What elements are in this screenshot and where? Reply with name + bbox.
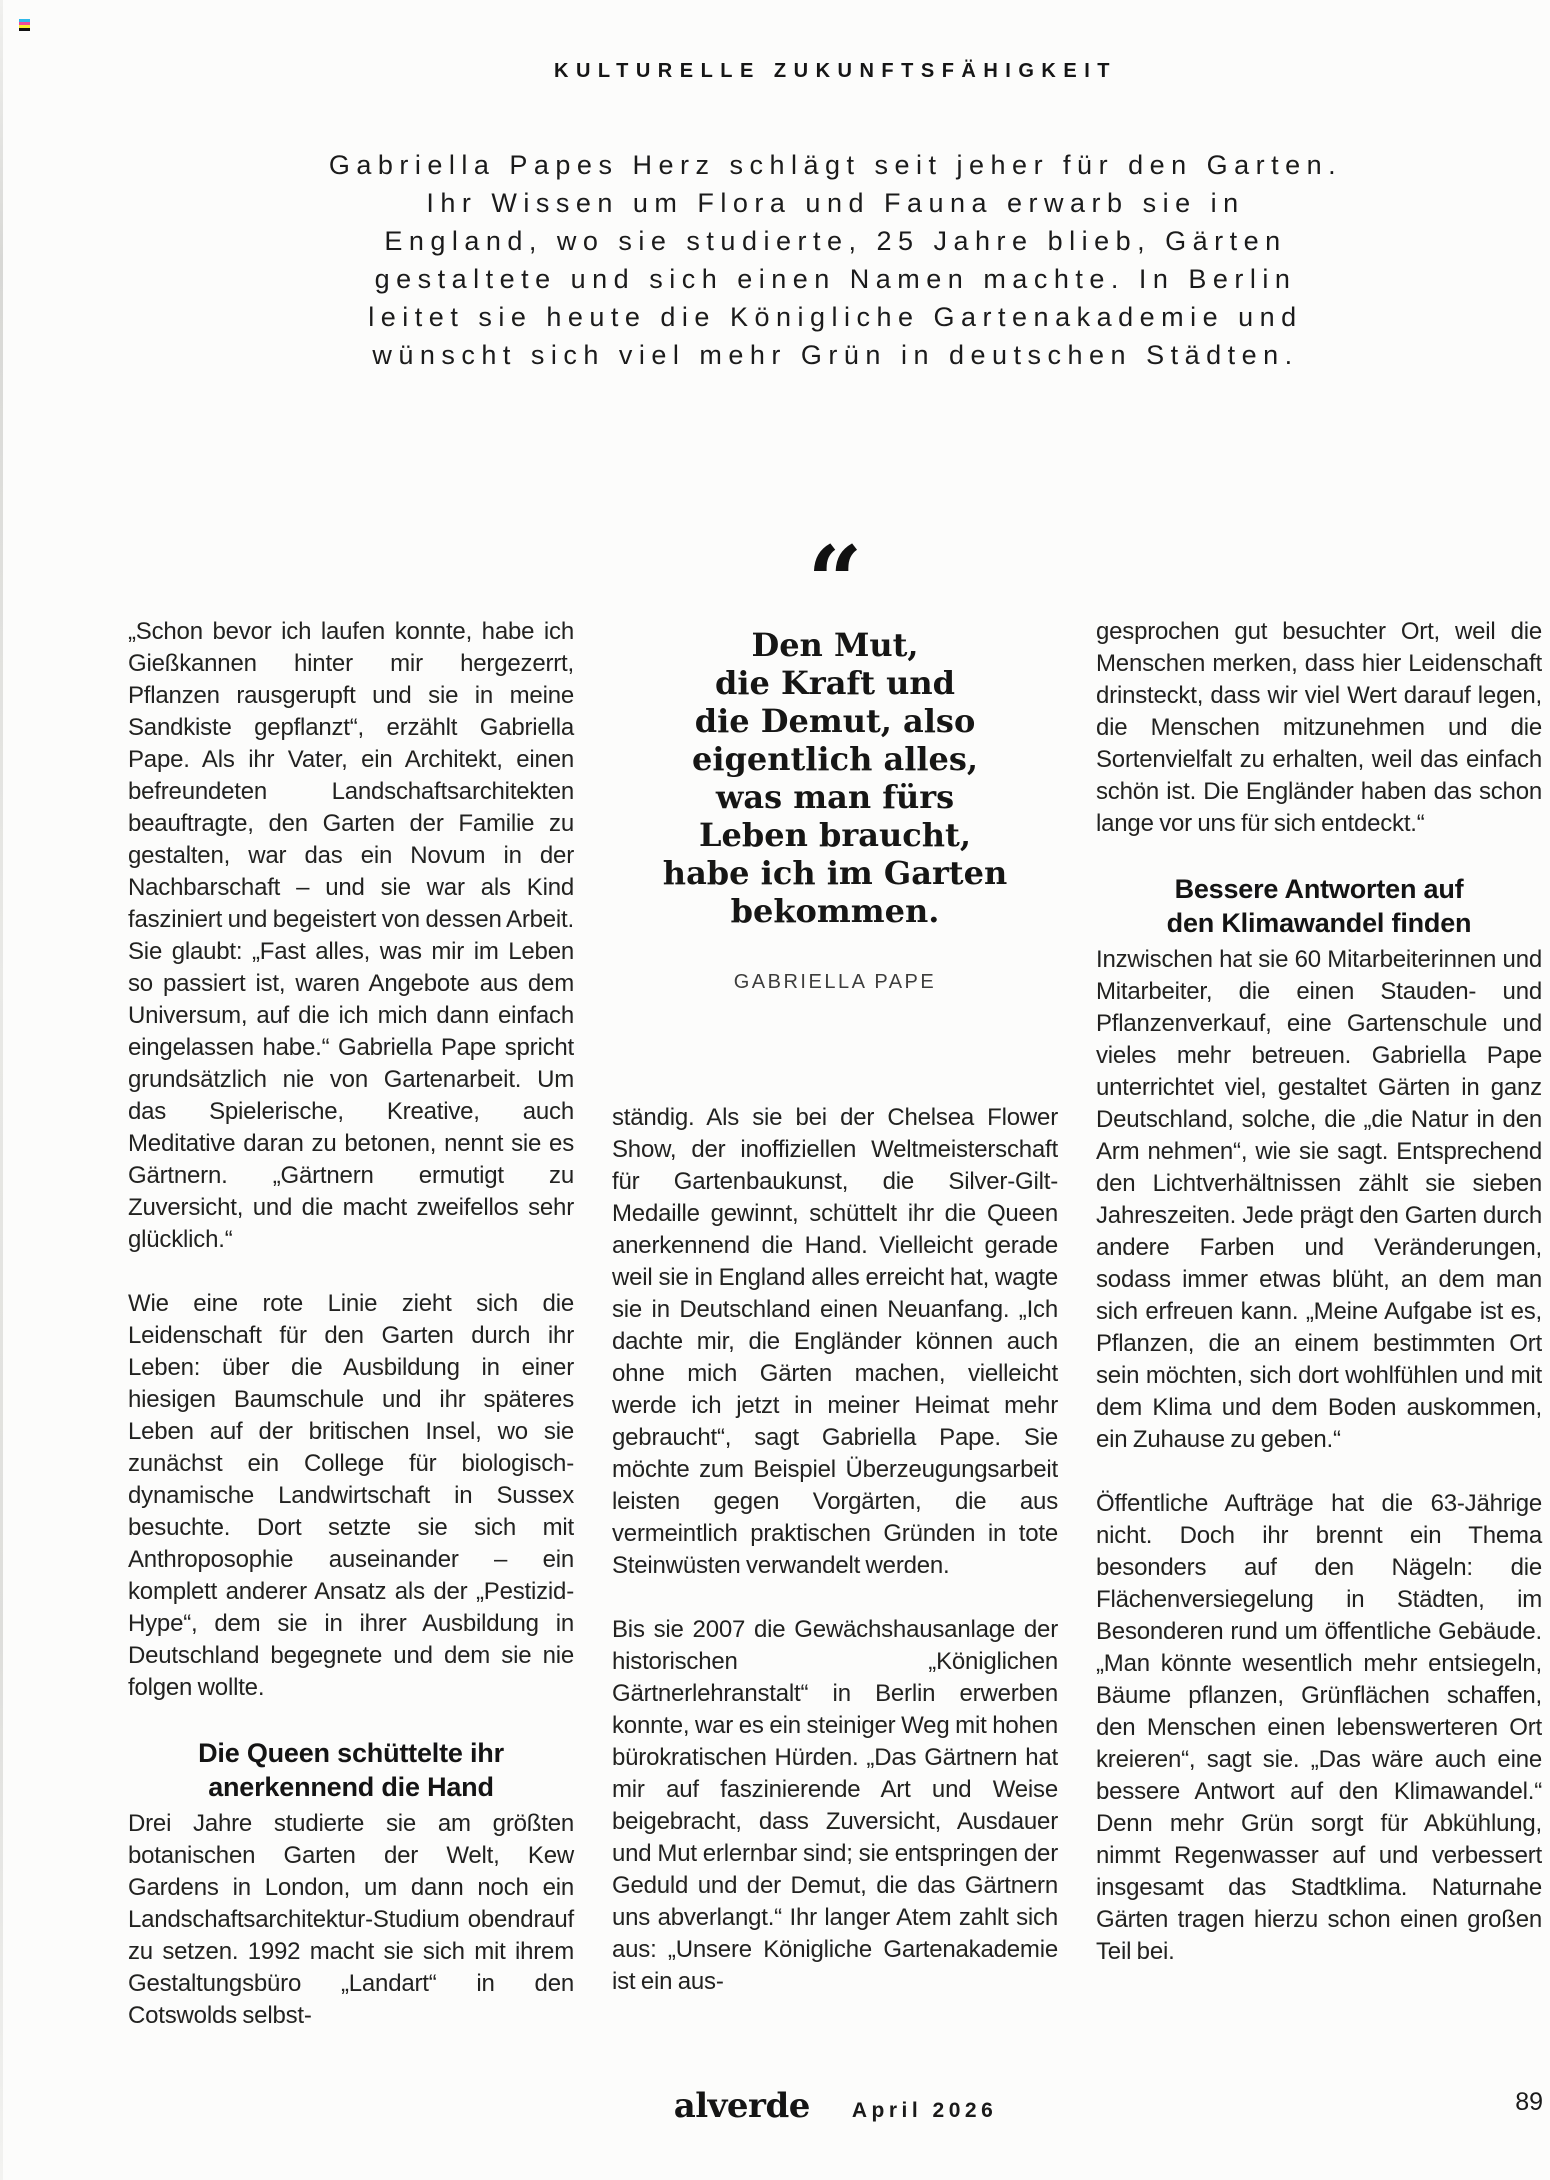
page-footer — [128, 2086, 1543, 2126]
page-kicker: KULTURELLE ZUKUNFTSFÄHIGKEIT — [554, 60, 1117, 82]
intro-line: gestaltete und sich einen Namen machte. In Berlin — [374, 264, 1297, 294]
pull-quote-line: bekommen. — [730, 892, 940, 930]
section-heading-line: Bessere Antworten auf — [1174, 874, 1464, 904]
intro-line: Ihr Wissen um Flora und Fauna erwarb sie in — [426, 188, 1245, 218]
section-heading-line: Die Queen schüttelte ihr — [198, 1738, 504, 1768]
pull-quote-attribution: GABRIELLA PAPE — [733, 971, 937, 993]
pull-quote — [612, 525, 1058, 998]
section-heading — [128, 1736, 574, 1804]
section-heading — [1096, 872, 1542, 940]
body-paragraph: Bis sie 2007 die Gewächshausanlage der historischen „Königlichen Gärtnerlehranstalt“ in Berlin erwerben konnte, war es ein steiniger Weg mit hohen bürokratischen Hürden. „Das Gärtnern hat mir auf faszinierende Art und Weise beigebracht, dass Zuversicht, Ausdauer und Mut erlernbar sind; sie entspringen der Geduld und der Demut, die das Gärtnern uns abverlangt.“ Ihr langer Atem zahlt sich aus: „Unsere Königliche Gartenakademie ist ein aus- — [612, 1616, 1058, 1995]
intro-line: wünscht sich viel mehr Grün in deutschen Städten. — [372, 340, 1299, 370]
body-paragraph: Wie eine rote Linie zieht sich die Leidenschaft für den Garten durch ihr Leben: über die Ausbildung in einer hiesigen Baumschule und ihr späteres Leben auf der britischen Insel, wo sie zunächst ein College für biologisch-dynamische Landwirtschaft in Sussex besuchte. Dort setzte sie sich mit Anthroposophie auseinander – ein komplett anderer Ansatz als der „Pestizid-Hype“, dem sie in ihrer Ausbildung in Deutschland begegnete und dem sie nie folgen wollte. — [128, 1290, 574, 1701]
column-1 — [128, 440, 574, 2064]
magazine-logo: alverde — [673, 2086, 810, 2126]
article-columns — [128, 440, 1543, 2064]
column-3 — [1096, 440, 1542, 2000]
section-heading-line: anerkennend die Hand — [208, 1772, 494, 1802]
intro-line: England, wo sie studierte, 25 Jahre blieb, Gärten — [384, 226, 1287, 256]
pull-quote-line: die Kraft und — [714, 664, 956, 702]
quote-mark-icon: “ — [807, 525, 863, 638]
pull-quote-line: habe ich im Garten — [662, 854, 1008, 892]
pull-quote-line: Den Mut, — [751, 626, 919, 664]
column-2-body — [612, 1102, 1058, 1998]
pull-quote-line: eigentlich alles, — [691, 740, 979, 778]
body-paragraph: gesprochen gut besuchter Ort, weil die Menschen merken, dass hier Leidenschaft drinsteckt, dass wir viel Wert darauf legen, die Menschen mitzunehmen und die Sortenvielfalt zu erhalten, weil das einfach schön ist. Die Engländer haben das schon lange vor uns für sich entdeckt.“ — [1096, 618, 1542, 837]
print-registration-mark — [19, 19, 30, 31]
scan-edge-shadow — [0, 0, 3, 2180]
pull-quote-line: die Demut, also — [694, 702, 976, 740]
body-paragraph: Öffentliche Aufträge hat die 63-Jährige nicht. Doch ihr brennt ein Thema besonders auf den Nägeln: die Flächenversiegelung in Städten, im Besonderen rund um öffentliche Gebäude. „Man könnte wesentlich mehr entsiegeln, Bäume pflanzen, Grünflächen schaffen, den Menschen einen lebenswerteren Ort kreieren“, sagt sie. „Das wäre auch eine bessere Antwort auf den Klimawandel.“ Denn mehr Grün sorgt für Abkühlung, nimmt Regenwasser auf und verbessert insgesamt das Stadtklima. Naturnahe Gärten tragen hierzu schon einen großen Teil bei. — [1096, 1490, 1542, 1965]
pull-quote-text — [612, 626, 1058, 930]
body-paragraph: Drei Jahre studierte sie am größten botanischen Garten der Welt, Kew Gardens in London, um dann noch ein Landschaftsarchitektur-Studium obendrauf zu setzen. 1992 macht sie sich mit ihrem Gestaltungsbüro „Landart“ in den Cotswolds selbst- — [128, 1810, 574, 2029]
registration-stripe — [19, 28, 30, 31]
body-paragraph: Inzwischen hat sie 60 Mitarbeiterinnen und Mitarbeiter, die einen Stauden- und Pflanzenverkauf, eine Gartenschule und vieles mehr betreuen. Gabriella Pape unterrichtet viel, gestaltet Gärten in ganz Deutschland, solche, die „die Natur in den Arm nehmen“, wie sie sagt. Entsprechend den Lichtverhältnissen zählt sie sieben Jahreszeiten. Jede prägt den Garten durch andere Farben und Veränderungen, sodass immer etwas blüht, an dem man sich erfreuen kann. „Meine Aufgabe ist es, Pflanzen, die an einem bestimmten Ort sein möchten, sich dort wohlfühlen und mit dem Klima und dem Boden auskommen, ein Zuhause zu geben.“ — [1096, 946, 1542, 1453]
issue-date: April 2026 — [851, 2099, 998, 2122]
intro-line: leitet sie heute die Königliche Gartenakademie und — [368, 302, 1303, 332]
article-intro — [128, 146, 1543, 374]
pull-quote-line: Leben braucht, — [699, 816, 971, 854]
section-heading-line: den Klimawandel finden — [1166, 908, 1472, 938]
pull-quote-line: was man fürs — [715, 778, 955, 816]
intro-line: Gabriella Papes Herz schlägt seit jeher für den Garten. — [328, 150, 1343, 180]
page-number: 89 — [1515, 2088, 1543, 2116]
body-paragraph: „Schon bevor ich laufen konnte, habe ich Gießkannen hinter mir hergezerrt, Pflanzen rausgerupft und sie in meine Sandkiste gepflanzt“, erzählt Gabriella Pape. Als ihr Vater, ein Architekt, einen befreundeten Landschaftsarchitekten beauftragte, den Garten der Familie zu gestalten, war das ein Novum in der Nachbarschaft – und sie war als Kind fasziniert und begeistert von dessen Arbeit. Sie glaubt: „Fast alles, was mir im Leben so passiert ist, waren Angebote aus dem Universum, auf die ich mich dann einfach eingelassen habe.“ Gabriella Pape spricht grundsätzlich nie von Gartenarbeit. Um das Spielerische, Kreative, auch Meditative daran zu betonen, nennt sie es Gärtnern. „Gärtnern ermutigt zu Zuversicht, und die macht zweifellos sehr glücklich.“ — [128, 618, 574, 1253]
body-paragraph: ständig. Als sie bei der Chelsea Flower Show, der inoffiziellen Weltmeisterschaft für Gartenbaukunst, die Silver-Gilt-Medaille gewinnt, schüttelt ihr die Queen anerkennend die Hand. Vielleicht gerade weil sie in England alles erreicht hat, wagte sie in Deutschland einen Neuanfang. „Ich dachte mir, die Engländer können auch ohne mich Gärten machen, vielleicht werde ich jetzt in meiner Heimat mehr gebraucht“, sagt Gabriella Pape. Sie möchte zum Beispiel Überzeugungsarbeit leisten gegen Vorgärten, die aus vermeintlich praktischen Gründen in tote Steinwüsten verwandelt werden. — [612, 1104, 1058, 1579]
column-2 — [612, 440, 1058, 2030]
